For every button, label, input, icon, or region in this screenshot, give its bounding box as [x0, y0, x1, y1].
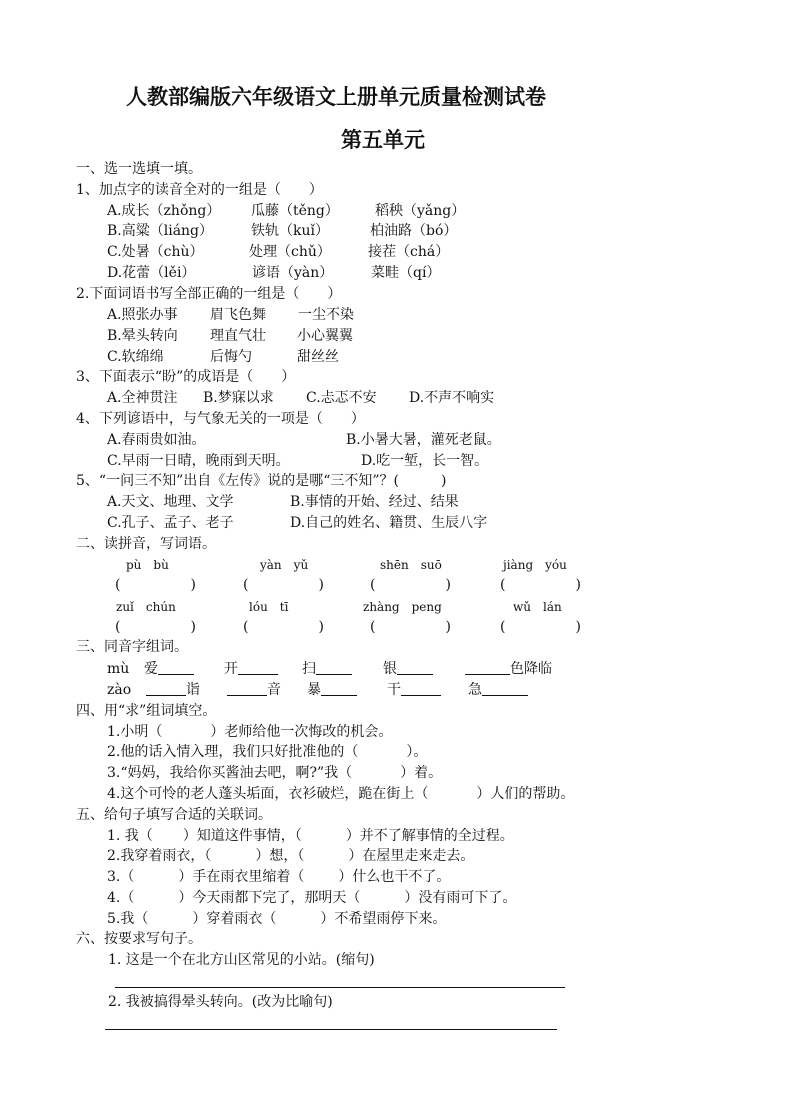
sentence-part: 4.这个可怜的老人蓬头垢面，衣衫破烂，跪在街上（	[107, 786, 429, 802]
q2-option: 一尘不染	[298, 307, 354, 323]
fill-sentence	[107, 723, 392, 741]
homophone-item	[146, 681, 200, 699]
sentence-part: ）穿着雨衣（	[192, 911, 277, 927]
fill-blank[interactable]	[482, 681, 528, 696]
sentence-part: 4.（	[107, 890, 135, 906]
homophone-item	[224, 660, 278, 678]
sentence-part: ）没有雨可下了。	[404, 890, 517, 906]
homophone-char: 开	[224, 661, 238, 677]
sentence-part: ）老师给他一次悔改的机会。	[210, 724, 393, 740]
fill-blank[interactable]	[321, 681, 357, 696]
q5-option: B.事情的开始、经过、结果	[290, 494, 459, 510]
fill-blank[interactable]	[401, 681, 441, 696]
fill-sentence	[107, 764, 442, 782]
sentence-part: ）着。	[400, 765, 443, 781]
q5-stem: 5、“一问三不知”出自《左传》说的是哪“三不知”？( )	[76, 473, 447, 489]
fill-blank[interactable]	[316, 660, 352, 675]
fill-blank[interactable]	[238, 660, 278, 675]
answer-parentheses[interactable]: ( )	[500, 577, 581, 593]
fill-sentence	[107, 785, 574, 803]
sentence-part: ）知道这件事情，（	[182, 828, 302, 844]
fill-blank[interactable]	[465, 660, 510, 675]
q4-option: B.小暑大暑，灌死老鼠。	[346, 432, 501, 448]
section-5-heading: 五、给句子填写合适的关联词。	[76, 807, 272, 823]
fill-sentence	[107, 910, 446, 928]
q2-option: C.软绵绵	[107, 349, 164, 365]
q2-stem: 2.下面词语书写全部正确的一组是（ ）	[76, 286, 342, 302]
fill-blank[interactable]	[227, 681, 267, 696]
sentence-part: ）人们的帮助。	[476, 786, 575, 802]
sentence-part: 3.“妈妈，我给你买酱油去吧，啊?”我（	[107, 765, 353, 781]
q1-option: B.高粱（liáng）	[107, 223, 214, 239]
section-6-heading: 六、按要求写句子。	[76, 931, 202, 947]
sentence-part: 1. 我（	[107, 828, 153, 844]
fill-blank[interactable]	[146, 681, 186, 696]
homophone-item	[302, 660, 352, 678]
homophone-pinyin: mù	[107, 661, 130, 677]
sentence-part: ）手在雨衣里缩着（	[178, 869, 305, 885]
homophone-char: 爱	[144, 661, 158, 677]
sentence-part: 1.小明（	[107, 724, 163, 740]
q2-option: 眉飞色舞	[210, 307, 266, 323]
rewrite-prompt: 2. 我被搞得晕头转向。(改为比喻句)	[108, 994, 333, 1010]
q2-option: 后悔勺	[210, 349, 252, 365]
q2-option: A.照张办事	[107, 307, 178, 323]
section-4-heading: 四、用“求”组词填空。	[76, 703, 217, 719]
q1-stem: 1、加点字的读音全对的一组是（ ）	[76, 182, 323, 198]
homophone-pinyin: zào	[107, 682, 132, 698]
homophone-char: 扫	[302, 661, 316, 677]
sentence-part: ）什么也干不了。	[338, 869, 451, 885]
sentence-part: ）想，（	[255, 848, 305, 864]
q1-option: D.花蕾（lěi）	[107, 265, 196, 281]
pinyin-prompt: pù bù	[126, 558, 169, 572]
homophone-char: 急	[468, 682, 482, 698]
homophone-item	[383, 660, 433, 678]
sentence-part: 2.我穿着雨衣，（	[107, 848, 212, 864]
homophone-char: 银	[383, 661, 397, 677]
q3-option: B.梦寐以求	[203, 390, 274, 406]
homophone-char: 暴	[307, 682, 321, 698]
answer-parentheses[interactable]: ( )	[370, 577, 451, 593]
homophone-char: 干	[387, 682, 401, 698]
q5-option: C.孔子、孟子、老子	[107, 515, 234, 531]
answer-line[interactable]	[115, 987, 565, 988]
q1-option: 稻秧（yǎng）	[375, 203, 466, 219]
q2-option: B.晕头转向	[107, 328, 178, 344]
q2-option: 甜丝丝	[297, 349, 339, 365]
fill-blank[interactable]	[397, 660, 433, 675]
homophone-item	[307, 681, 357, 699]
q1-option: A.成长（zhǒng）	[107, 203, 221, 219]
sentence-part: ）在屋里走来走去。	[348, 848, 475, 864]
section-2-heading: 二、读拼音，写词语。	[76, 536, 216, 552]
q3-option: D.不声不响实	[409, 390, 495, 406]
q4-stem: 4、下列谚语中，与气象无关的一项是（ ）	[76, 411, 365, 427]
homophone-item	[227, 681, 281, 699]
sentence-part: ）不希望雨停下来。	[320, 911, 447, 927]
fill-sentence	[107, 889, 516, 907]
fill-blank[interactable]	[158, 660, 194, 675]
homophone-item	[465, 660, 552, 678]
sentence-part: 2.他的话入情入理，我们只好批准他的（	[107, 744, 359, 760]
homophone-char: 诣	[186, 682, 200, 698]
fill-sentence	[107, 847, 474, 865]
homophone-word: 色降临	[510, 661, 552, 677]
rewrite-prompt: 1. 这是一个在北方山区常见的小站。(缩句)	[108, 952, 375, 968]
section-1-heading: 一、选一选填一填。	[76, 161, 202, 177]
q1-option: C.处暑（chù）	[107, 244, 204, 260]
answer-parentheses[interactable]: ( )	[243, 577, 324, 593]
q2-option: 理直气壮	[210, 328, 266, 344]
q1-option: 接茬（chá）	[368, 244, 450, 260]
homophone-char: 音	[267, 682, 281, 698]
answer-parentheses[interactable]: ( )	[500, 619, 581, 635]
answer-parentheses[interactable]: ( )	[243, 619, 324, 635]
q5-option: D.自己的姓名、籍贯、生辰八字	[290, 515, 488, 531]
sentence-part: ）并不了解事情的全过程。	[345, 828, 514, 844]
q3-option: A.全神贯注	[107, 390, 178, 406]
homophone-item	[387, 681, 441, 699]
q1-option: 铁轨（kuǐ）	[251, 223, 329, 239]
pinyin-prompt: zhàng peng	[363, 600, 442, 614]
q4-option: A.春雨贵如油。	[107, 432, 206, 448]
document-subtitle: 第五单元	[341, 127, 425, 152]
q1-option: 处理（chǔ）	[249, 244, 331, 260]
answer-parentheses[interactable]: ( )	[115, 577, 196, 593]
section-3-heading: 三、同音字组词。	[76, 639, 188, 655]
pinyin-prompt: wǔ lán	[513, 600, 562, 614]
q1-option: 菜畦（qí）	[371, 265, 441, 281]
q5-option: A.天文、地理、文学	[107, 494, 234, 510]
q3-stem: 3、下面表示“盼”的成语是（ ）	[76, 369, 296, 385]
sentence-part: 3.（	[107, 869, 135, 885]
q4-option: D.吃一堑，长一智。	[361, 453, 489, 469]
sentence-part: ）今天雨都下完了，那明天（	[178, 890, 361, 906]
pinyin-prompt: yàn yǔ	[260, 558, 309, 572]
answer-parentheses[interactable]: ( )	[115, 619, 196, 635]
pinyin-prompt: lóu tī	[249, 600, 289, 614]
q4-option: C.早雨一日晴，晚雨到天明。	[107, 453, 290, 469]
homophone-item	[144, 660, 194, 678]
fill-sentence	[107, 868, 450, 886]
pinyin-prompt: jiàng yóu	[503, 558, 567, 572]
q3-option: C.忐忑不安	[306, 390, 377, 406]
pinyin-prompt: shēn suō	[380, 558, 442, 572]
fill-sentence	[107, 827, 514, 845]
q1-option: 柏油路（bó）	[370, 223, 458, 239]
answer-parentheses[interactable]: ( )	[370, 619, 451, 635]
document-title: 人教部编版六年级语文上册单元质量检测试卷	[126, 84, 546, 109]
q1-option: 瓜藤（těng）	[251, 203, 339, 219]
sentence-part: ）。	[406, 744, 428, 760]
answer-line[interactable]	[105, 1029, 557, 1030]
q2-option: 小心翼翼	[297, 328, 353, 344]
fill-sentence	[107, 743, 427, 761]
sentence-part: 5.我（	[107, 911, 149, 927]
q1-option: 谚语（yàn）	[252, 265, 334, 281]
homophone-item	[468, 681, 528, 699]
pinyin-prompt: zuǐ chún	[116, 600, 176, 614]
